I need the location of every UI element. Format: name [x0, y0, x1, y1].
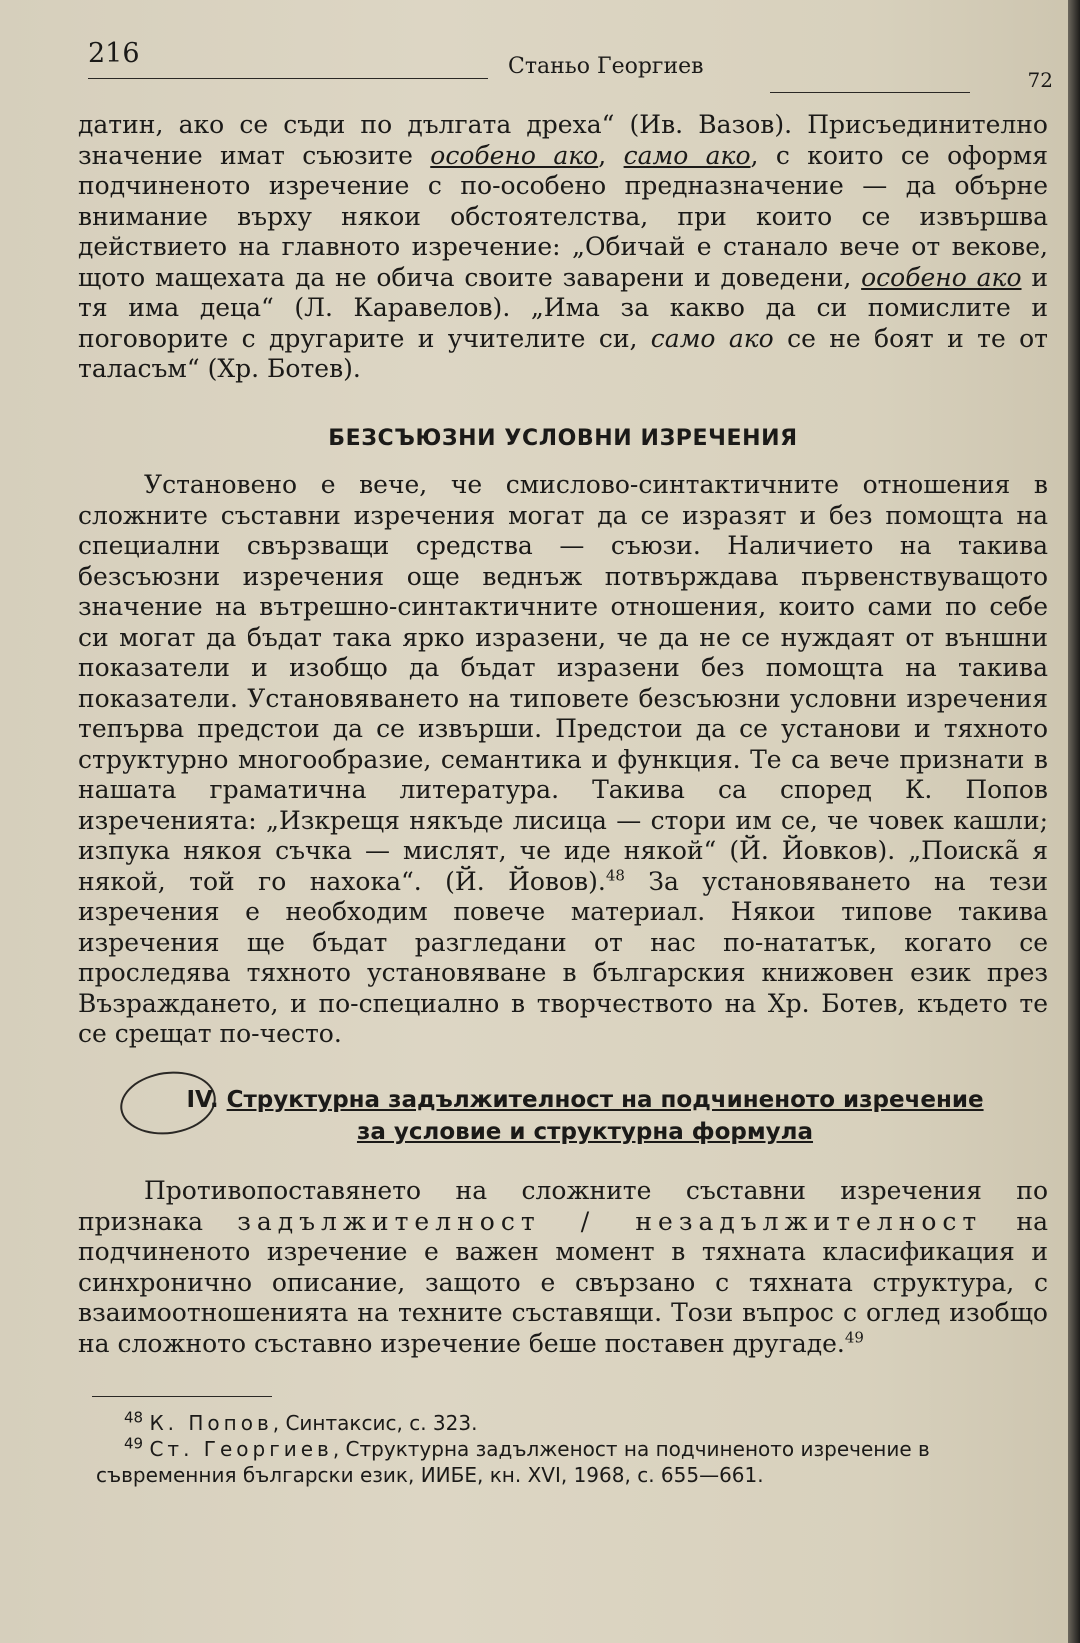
footnote-rule [92, 1396, 272, 1397]
emphasis-conjunction: само ако [650, 323, 774, 353]
chapter-heading-line1 [120, 1084, 1050, 1116]
chapter-heading-line2: за условие и структурна формула [356, 1119, 814, 1145]
emphasis-conjunction: само ако [623, 140, 751, 170]
text-run: и тя има деца“ (Л. Каравелов). „Има за какво да си помислите и поговорите с другарите и учителите си, [78, 262, 1048, 353]
footnote-number: 48 [124, 1408, 144, 1427]
margin-number: 72 [1027, 68, 1053, 92]
footnotes [96, 1410, 1046, 1488]
header-rule-left [88, 78, 488, 79]
footnote-ref: 49 [844, 1328, 864, 1347]
footnote [96, 1436, 1046, 1488]
footnote-author: К. Попов [149, 1411, 273, 1435]
footnote-ref: 48 [605, 866, 625, 885]
footnote-text: , Синтаксис, с. 323. [272, 1411, 478, 1435]
top-paragraph [78, 110, 1048, 385]
chapter-heading [120, 1084, 1050, 1148]
chapter-numeral: IV. [186, 1087, 219, 1113]
footnote [96, 1410, 1046, 1436]
page-header [88, 38, 1053, 98]
text-run: , с които се оформя подчиненото изречение с по-особено предназначение — да обърне внимание върху някои обстоятелства, при които се извършва действието на главното изречение: „Обичай е станало вече от векове, щото мащехата да не обича своите заварени и доведени, [78, 140, 1048, 292]
text-run: , [598, 140, 624, 170]
running-head: Станьо Георгиев [508, 54, 704, 79]
text-run: датин, ако се съди по дългата дреха“ (Ив. Вазов). Присъединително значение имат съюзите [78, 110, 1048, 170]
text-run: се не боят и те от таласъм“ (Хр. Ботев). [78, 323, 1048, 383]
section-paragraph [78, 470, 1048, 1050]
header-rule-right [770, 92, 970, 93]
page-number: 216 [88, 38, 140, 69]
footnote-number: 49 [124, 1434, 144, 1453]
text-run: Противопоставянето на сложните съставни изречения по признака [78, 1176, 1048, 1236]
footnote-author: Ст. Георгиев [149, 1437, 333, 1461]
emphasis-conjunction: особено ако [861, 262, 1022, 292]
text-run: Установено е вече, че смислово-синтактичните отношения в сложните съставни изречения могат да се изразят и без помощта на специални свързващи средства — съюзи. Наличието на такива безсъюзни изречения още веднъж потвърждава първенствуващото значение на вътрешно-синтактичните отношения, които сами по себе си могат да бъдат така ярко изразени, че да не се нуждаят от външни показатели и изобщо да бъдат изразени без помощта на такива показатели. Установяването на типовете безсъюзни условни изречения тепърва предстои да се извърши. Предстои да се установи и тяхното структурно многообразие, семантика и функция. Те са вече признати в нашата граматична литература. Такива са според К. Попов изреченията: „Изкрещя някъде лисица — стори им се, че човек кашли; изпука някоя съчка — мислят, че иде някой“ (Й. Йовков). „Поискã я някой, той го нахока“. (Й. Йовов). [78, 470, 1048, 896]
section-heading: БЕЗСЪЮЗНИ УСЛОВНИ ИЗРЕЧЕНИЯ [328, 426, 798, 451]
chapter-paragraph [78, 1176, 1048, 1359]
book-spine-edge [1068, 0, 1080, 1643]
text-run: За установяването на тези изречения е необходим повече материал. Някои типове такива изречения ще бъдат разгледани от нас по-нататък, когато се проследява тяхното установяване в българския книжовен език през Възраждането, и по-специално в творчеството на Хр. Ботев, където те се срещат по-често. [78, 866, 1048, 1048]
footnote-text: , Структурна задълженост на подчиненото изречение в съвременния български език, ИИБЕ, кн. XVI, 1968, с. 655—661. [96, 1437, 930, 1487]
spaced-term: задължителност / незадължителност [237, 1206, 983, 1236]
chapter-title-line1: Структурна задължителност на подчиненото изречение [226, 1087, 984, 1113]
text-run: на подчиненото изречение е важен момент в тяхната класификация и синхронично описание, защото е свързано с тяхната структура, с взаимоотношенията на техните съставящи. Този въпрос с оглед изобщо на сложното съставно изречение беше поставен другаде. [78, 1206, 1048, 1358]
emphasis-conjunction: особено ако [430, 140, 599, 170]
